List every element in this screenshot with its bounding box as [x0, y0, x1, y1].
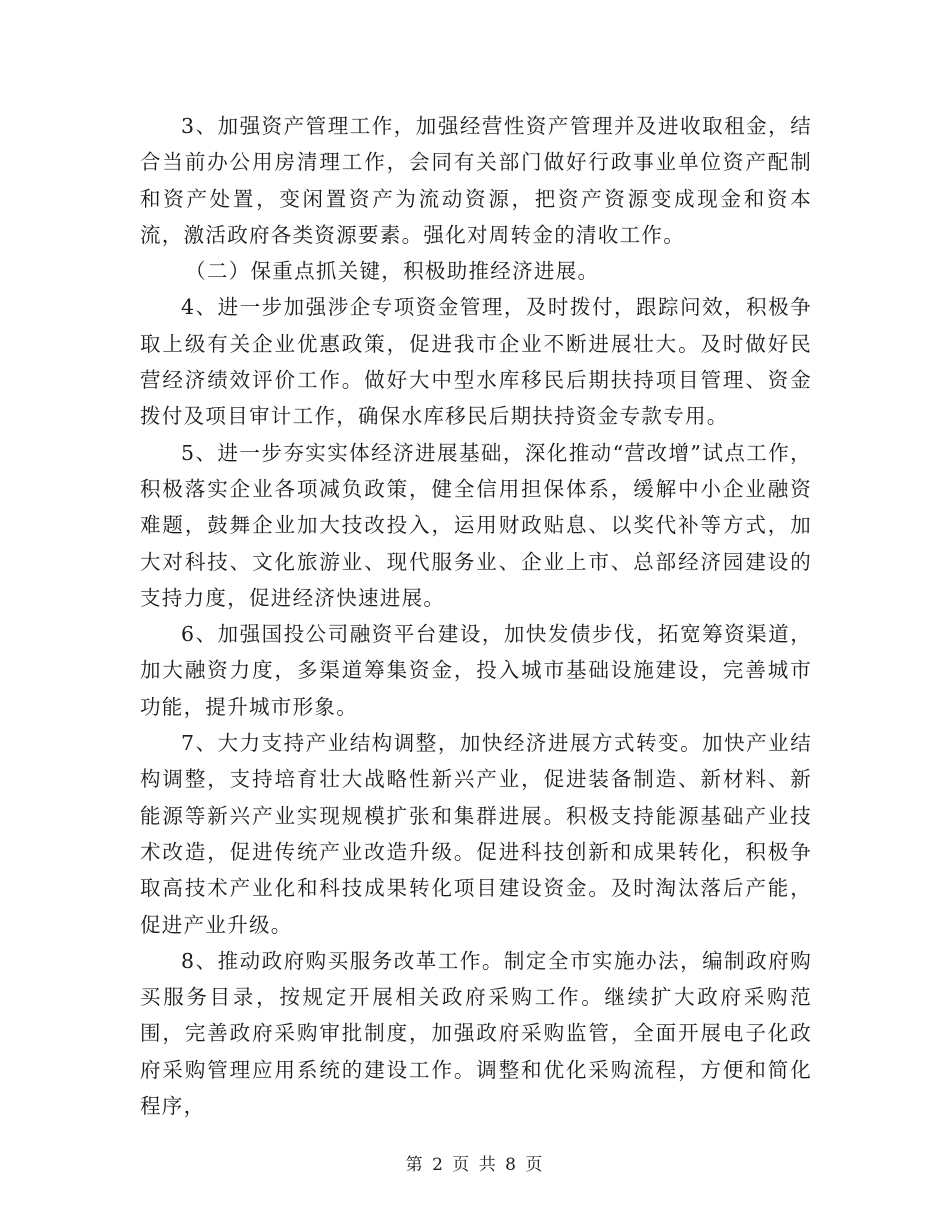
paragraph-item-8: 8、推动政府购买服务改革工作。制定全市实施办法，编制政府购买服务目录，按规定开展相关政府采购工作。继续扩大政府采购范围，完善政府采购审批制度，加强政府采购监管，全面开展电子化政府采购管理应用系统的建设工作。调整和优化采购流程，方便和简化程序， [140, 948, 812, 1119]
paragraph-item-7: 7、大力支持产业结构调整，加快经济进展方式转变。加快产业结构调整，支持培育壮大战略性新兴产业，促进装备制造、新材料、新能源等新兴产业实现规模扩张和集群进展。积极支持能源基础产业技术改造，促进传统产业改造升级。促进科技创新和成果转化，积极争取高技术产业化和科技成果转化项目建设资金。及时淘汰落后产能，促进产业升级。 [140, 731, 812, 937]
paragraph-item-3: 3、加强资产管理工作，加强经营性资产管理并及进收取租金，结合当前办公用房清理工作，会同有关部门做好行政事业单位资产配制和资产处置，变闲置资产为流动资源，把资产资源变成现金和资本流，激活政府各类资源要素。强化对周转金的清收工作。 [140, 114, 812, 247]
paragraph-item-6: 6、加强国投公司融资平台建设，加快发债步伐，拓宽筹资渠道，加大融资力度，多渠道筹集资金，投入城市基础设施建设，完善城市功能，提升城市形象。 [140, 622, 812, 719]
section-heading-2: （二）保重点抓关键，积极助推经济进展。 [185, 259, 600, 284]
document-body [140, 108, 812, 1124]
paragraph-item-5: 5、进一步夯实实体经济进展基础，深化推动“营改增”试点工作，积极落实企业各项减负政策，健全信用担保体系，缓解中小企业融资难题，鼓舞企业加大技改投入，运用财政贴息、以奖代补等方式，加大对科技、文化旅游业、现代服务业、企业上市、总部经济园建设的支持力度，促进经济快速进展。 [140, 440, 812, 610]
paragraph-item-4: 4、进一步加强涉企专项资金管理，及时拨付，跟踪问效，积极争取上级有关企业优惠政策，促进我市企业不断进展壮大。及时做好民营经济绩效评价工作。做好大中型水库移民后期扶持项目管理、资金拨付及项目审计工作，确保水库移民后期扶持资金专款专用。 [140, 295, 812, 429]
page-number-footer: 第 2 页 共 8 页 [405, 1155, 545, 1175]
